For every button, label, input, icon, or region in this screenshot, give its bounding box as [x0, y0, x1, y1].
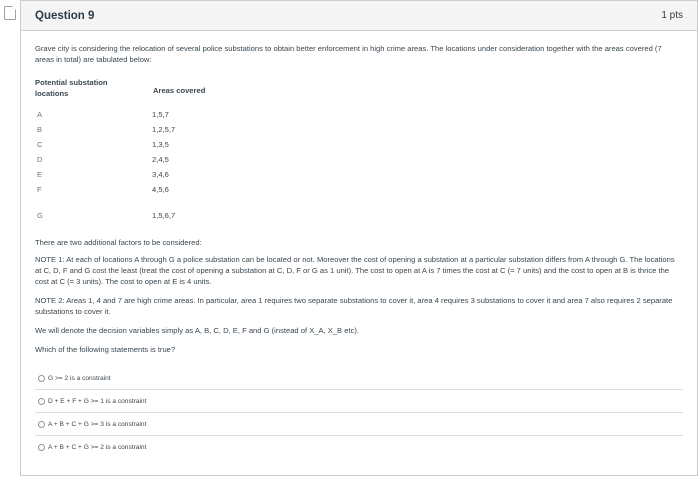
notes-lead: There are two additional factors to be considered:	[35, 238, 202, 247]
note-1: NOTE 1: At each of locations A through G a police substation can be located or not. Moreover the cost of opening a substation at a particular substation differs from A through G. The locations at C, D, F and G cost the least (treat the cost of opening a substation at C, D, F or G as 1 unit). The cost to open at A is 7 times the cost at C (= 7 units) and the cost to open at B is thrice the cost at C (= 3 units). The cost to open at E is 4 units.	[35, 255, 675, 286]
radio-button[interactable]	[38, 421, 45, 428]
answer-options	[35, 367, 683, 458]
answer-option-label: A + B + C + G >= 2 is a constraint	[48, 443, 147, 451]
answer-option-1[interactable]	[35, 367, 683, 389]
question-card	[20, 0, 698, 476]
table-row: B 1,2,5,7	[37, 125, 176, 134]
flag-question-icon[interactable]	[4, 6, 16, 20]
table-row: A 1,5,7	[37, 110, 169, 119]
question-title: Question 9	[35, 9, 95, 22]
answer-option-label: D + E + F + G >= 1 is a constraint	[48, 397, 147, 405]
table-row: G 1,5,6,7	[37, 211, 176, 220]
table-row: C 1,3,5	[37, 140, 169, 149]
table-row: D 2,4,5	[37, 155, 169, 164]
answer-option-3[interactable]	[35, 412, 683, 435]
question-notes	[35, 237, 683, 355]
answer-option-label: A + B + C + G >= 3 is a constraint	[48, 420, 147, 428]
table-row: F 4,5,6	[37, 185, 169, 194]
table-header-areas: Areas covered	[153, 86, 206, 95]
substation-table	[35, 77, 683, 237]
answer-option-4[interactable]	[35, 435, 683, 458]
question-header	[21, 1, 697, 31]
answer-option-2[interactable]	[35, 389, 683, 412]
radio-button[interactable]	[38, 444, 45, 451]
answer-option-label: G >= 2 is a constraint	[48, 374, 111, 382]
radio-button[interactable]	[38, 375, 45, 382]
table-row: E 3,4,6	[37, 170, 169, 179]
note-2: NOTE 2: Areas 1, 4 and 7 are high crime areas. In particular, area 1 requires two separate substations to cover it, area 4 requires 3 substations to cover it and area 7 also requires 2 separate substations to cover it.	[35, 296, 673, 316]
table-header-locations: Potential substation locations	[35, 78, 108, 98]
question-intro: Grave city is considering the relocation of several police substations to obtain better enforcement in high crime areas. The locations under consideration together with the areas covered (7 areas in total) are tabulated below:	[35, 44, 662, 64]
question-points: 1 pts	[661, 10, 683, 21]
question-prompt: Which of the following statements is true?	[35, 345, 176, 354]
decision-variables-note: We will denote the decision variables simply as A, B, C, D, E, F and G (instead of X_A, X_B etc).	[35, 326, 360, 335]
question-body	[21, 31, 697, 355]
radio-button[interactable]	[38, 398, 45, 405]
